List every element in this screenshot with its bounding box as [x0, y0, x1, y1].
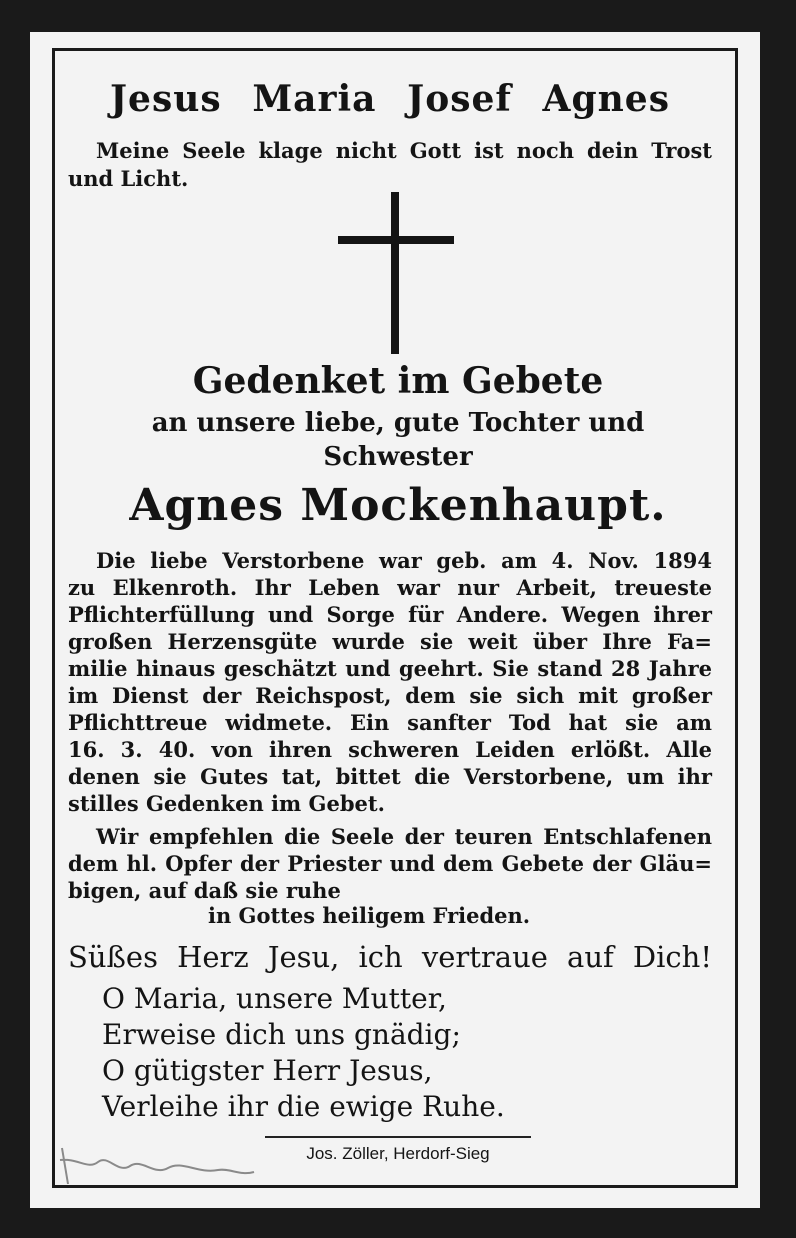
- deceased-name: Agnes Mockenhaupt.: [129, 480, 667, 531]
- heading: Gedenket im Gebete: [192, 360, 604, 402]
- biography-line: milie hinaus geschätzt und geehrt. Sie stand 28 Jahre: [68, 656, 712, 681]
- subheading-line-2: Schwester: [323, 442, 473, 472]
- motto-line-1: Meine Seele klage nicht Gott ist noch dein Trost: [96, 138, 712, 163]
- printer-divider: [265, 1136, 531, 1138]
- printer-credit: Jos. Zöller, Herdorf-Sieg: [306, 1144, 490, 1163]
- biography-line: im Dienst der Reichspost, dem sie sich mit großer: [68, 683, 712, 708]
- biography-line: großen Herzensgüte wurde sie weit über Ihre Fa=: [68, 629, 712, 654]
- prayer-line: O Maria, unsere Mutter,: [102, 982, 447, 1015]
- biography-line: stilles Gedenken im Gebet.: [68, 791, 385, 816]
- holy-name-josef: Josef: [407, 78, 512, 120]
- biography-line: denen sie Gutes tat, bittet die Verstorbene, um ihr: [68, 764, 712, 789]
- pencil-scribble: [58, 1140, 258, 1190]
- holy-names-row: [110, 78, 670, 120]
- holy-name-agnes: Agnes: [542, 78, 670, 120]
- biography-line: Die liebe Verstorbene war geb. am 4. Nov. 1894: [96, 548, 712, 573]
- prayer-heading: Süßes Herz Jesu, ich vertraue auf Dich!: [68, 940, 712, 974]
- recommendation-line: Wir empfehlen die Seele der teuren Entschlafenen: [96, 824, 712, 849]
- recommendation-line: in Gottes heiligem Frieden.: [208, 903, 531, 928]
- biography-line: Pflichterfüllung und Sorge für Andere. Wegen ihrer: [68, 602, 712, 627]
- holy-name-jesus: Jesus: [110, 78, 222, 120]
- cross-horizontal-bar: [338, 236, 454, 244]
- motto-line-2: und Licht.: [68, 166, 189, 191]
- biography-line: zu Elkenroth. Ihr Leben war nur Arbeit, treueste: [68, 575, 712, 600]
- recommendation-line: dem hl. Opfer der Priester und dem Gebete der Gläu=: [68, 851, 712, 876]
- prayer-line: O gütigster Herr Jesus,: [102, 1054, 433, 1087]
- biography-line: 16. 3. 40. von ihren schweren Leiden erlößt. Alle: [68, 737, 712, 762]
- holy-name-maria: Maria: [252, 78, 377, 120]
- prayer-line: Erweise dich uns gnädig;: [102, 1018, 461, 1051]
- biography-line: Pflichttreue widmete. Ein sanfter Tod hat sie am: [68, 710, 712, 735]
- recommendation-line: bigen, auf daß sie ruhe: [68, 878, 341, 903]
- subheading-line-1: an unsere liebe, gute Tochter und: [151, 408, 645, 438]
- cross-vertical-bar: [391, 192, 399, 354]
- prayer-line: Verleihe ihr die ewige Ruhe.: [102, 1090, 505, 1123]
